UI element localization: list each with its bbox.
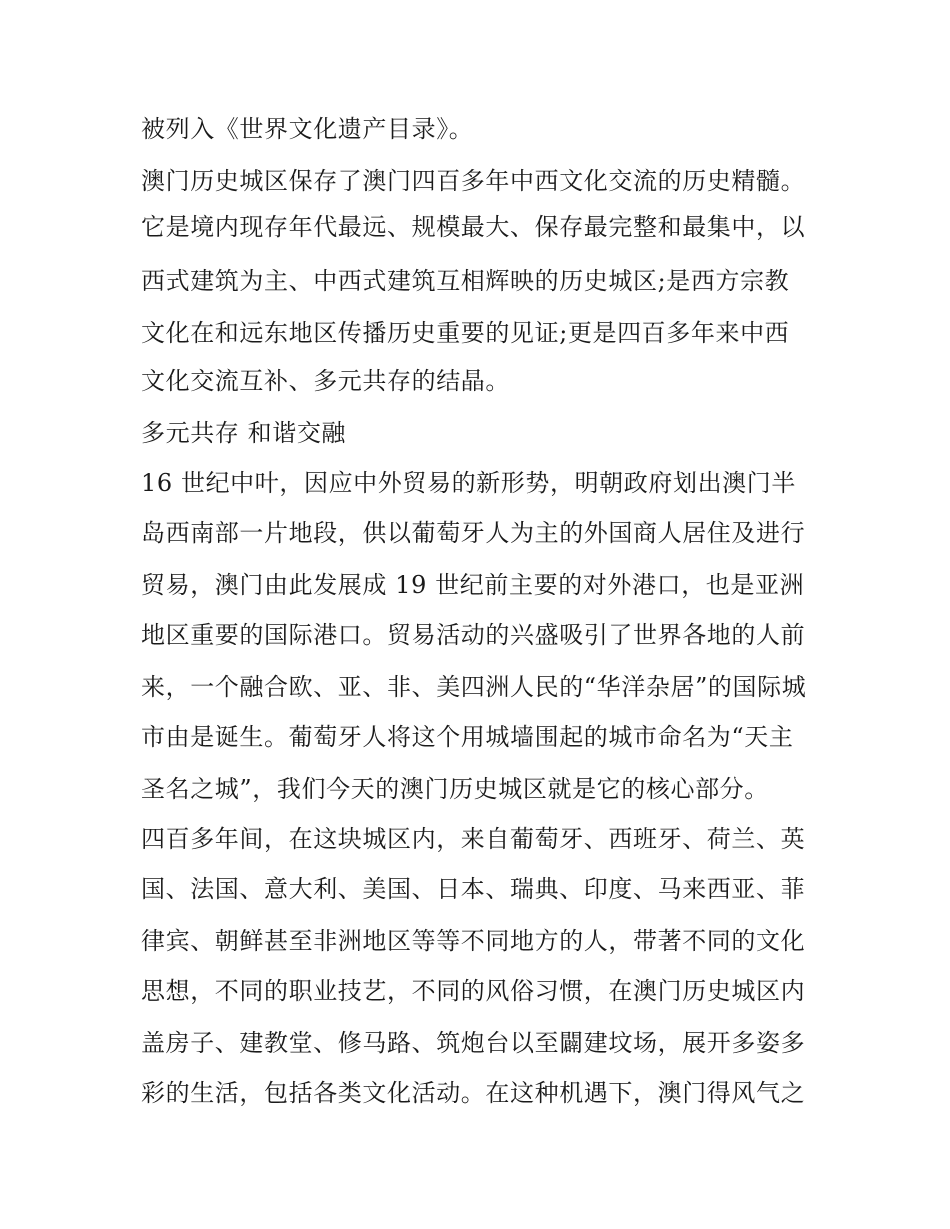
text-line: 文化在和远东地区传播历史重要的见证;更是四百多年来中西 — [141, 319, 790, 347]
text-line: 律宾、朝鲜甚至非洲地区等等不同地方的人，带著不同的文化 — [141, 927, 806, 955]
text-line: 它是境内现存年代最远、规模最大、保存最完整和最集中，以 — [141, 213, 806, 241]
text-line: 圣名之城”，我们今天的澳门历史城区就是它的核心部分。 — [141, 775, 769, 803]
text-line: 四百多年间，在这块城区内，来自葡萄牙、西班牙、荷兰、英 — [141, 825, 806, 853]
text-line: 澳门历史城区保存了澳门四百多年中西文化交流的历史精髓。 — [141, 167, 806, 195]
text-line: 文化交流互补、多元共存的结晶。 — [141, 367, 510, 395]
text-line: 国、法国、意大利、美国、日本、瑞典、印度、马来西亚、菲 — [141, 875, 806, 903]
text-line: 来，一个融合欧、亚、非、美四洲人民的“华洋杂居”的国际城 — [141, 673, 807, 701]
text-line: 贸易，澳门由此发展成 19 世纪前主要的对外港口，也是亚洲 — [141, 571, 805, 599]
text-line: 被列入《世界文化遗产目录》。 — [141, 115, 474, 143]
text-line: 市由是诞生。葡萄牙人将这个用城墙围起的城市命名为“天主 — [141, 723, 794, 751]
text-line: 盖房子、建教堂、修马路、筑炮台以至闢建坟场，展开多姿多 — [141, 1029, 806, 1057]
text-line: 岛西南部一片地段，供以葡萄牙人为主的外国商人居住及进行 — [141, 519, 806, 547]
text-line: 彩的生活，包括各类文化活动。在这种机遇下，澳门得风气之 — [141, 1079, 806, 1107]
text-line: 16 世纪中叶，因应中外贸易的新形势，明朝政府划出澳门半 — [141, 469, 796, 497]
text-line: 地区重要的国际港口。贸易活动的兴盛吸引了世界各地的人前 — [141, 621, 806, 649]
section-heading: 多元共存 和谐交融 — [141, 419, 347, 447]
text-line: 思想，不同的职业技艺，不同的风俗习惯，在澳门历史城区内 — [141, 977, 806, 1005]
text-line: 西式建筑为主、中西式建筑互相辉映的历史城区;是西方宗教 — [141, 267, 790, 295]
